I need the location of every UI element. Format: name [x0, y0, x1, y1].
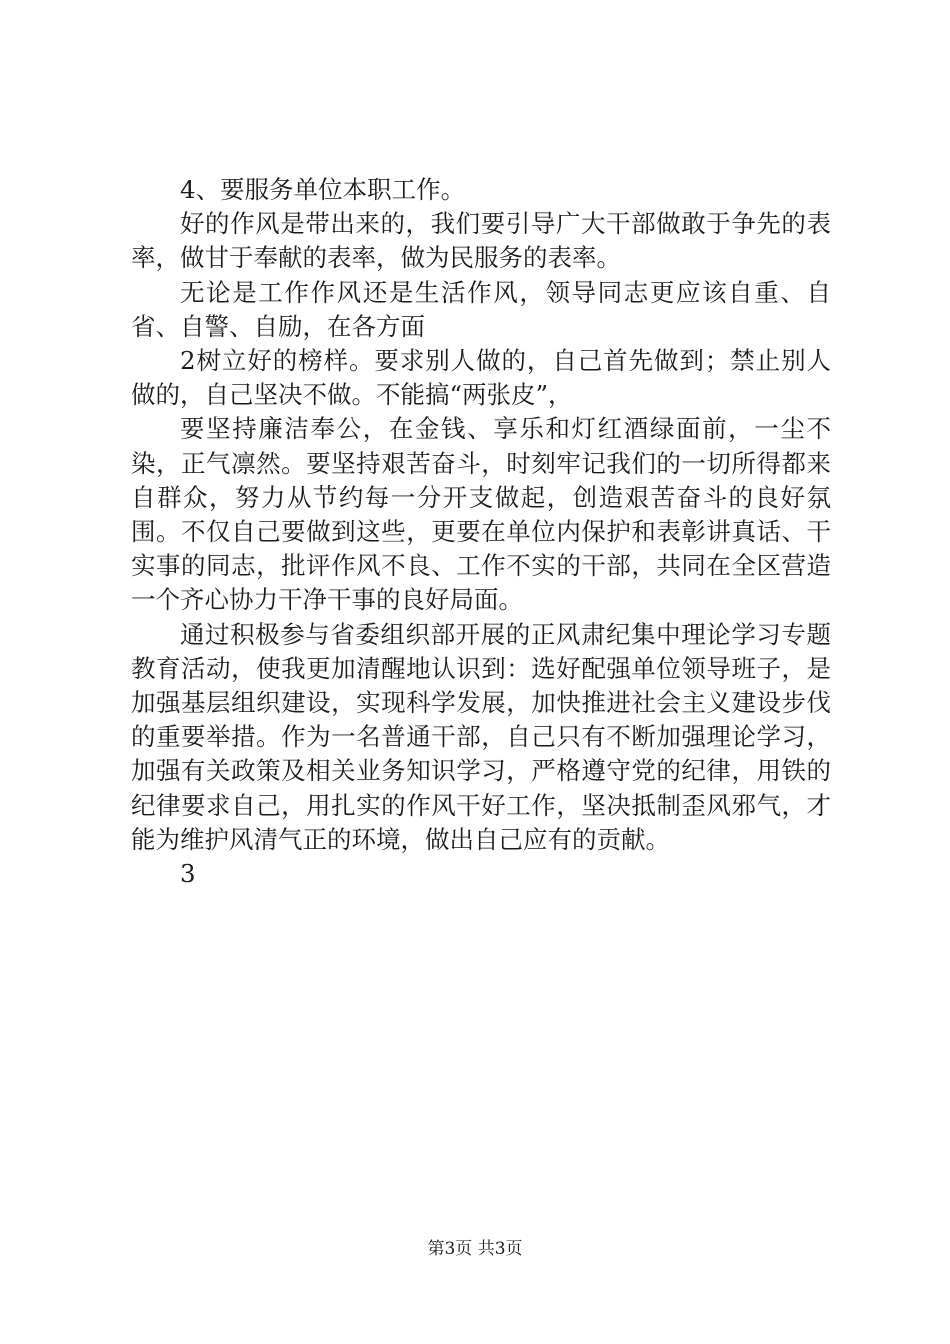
document-body: [131, 173, 831, 891]
paragraph-trailing-number: 3: [180, 859, 196, 889]
paragraph-integrity: 要坚持廉洁奉公，在金钱、享乐和灯红酒绿面前，一尘不染，正气凛然。要坚持艰苦奋斗，时刻牢记我们的一切所得都来自群众，努力从节约每一分开支做起，创造艰苦奋斗的良好氛围。不仅自己要做到这些，更要在单位内保护和表彰讲真话、干实事的同志，批评作风不良、工作不实的干部，共同在全区营造一个齐心协力干净干事的良好局面。: [131, 414, 831, 615]
paragraph-role-model: 2树立好的榜样。要求别人做的，自己首先做到；禁止别人做的，自己坚决不做。不能搞“两张皮”，: [131, 346, 831, 410]
paragraph-item-4: 4、要服务单位本职工作。: [180, 175, 466, 204]
page-footer: 第3页 共3页: [427, 1239, 523, 1259]
paragraph-conclusion: 通过积极参与省委组织部开展的正风肃纪集中理论学习专题教育活动，使我更加清醒地认识到：选好配强单位领导班子，是加强基层组织建设，实现科学发展，加快推进社会主义建设步伐的重要举措。作为一名普通干部，自己只有不断加强理论学习，加强有关政策及相关业务知识学习，严格遵守党的纪律，用铁的纪律要求自己，用扎实的作风干好工作，坚决抵制歪风邪气，才能为维护风清气正的环境，做出自己应有的贡献。: [131, 619, 831, 854]
paragraph-work-life-style: 无论是工作作风还是生活作风，领导同志更应该自重、自省、自警、自励，在各方面: [131, 277, 831, 341]
paragraph-good-style: 好的作风是带出来的，我们要引导广大干部做敢于争先的表率，做甘于奉献的表率，做为民服务的表率。: [131, 209, 831, 273]
